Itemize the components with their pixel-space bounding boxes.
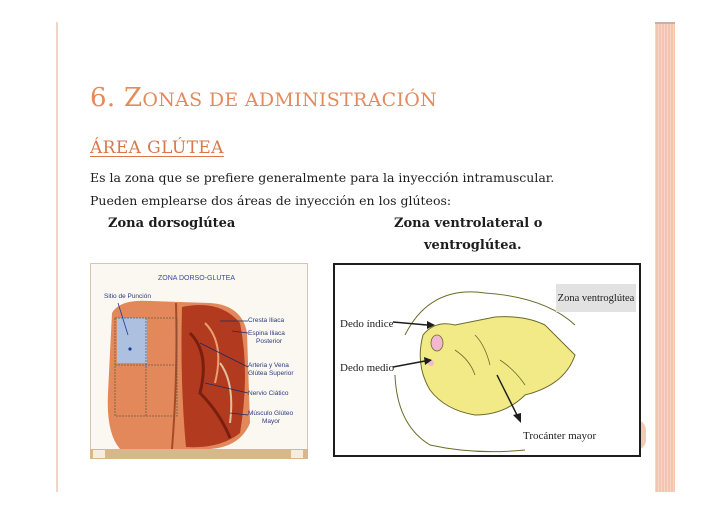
puncture-site-label: Sitio de Punción bbox=[104, 293, 151, 300]
ventrogluteal-header: Zona ventroglútea bbox=[556, 284, 636, 312]
right-band-top-line bbox=[655, 22, 675, 24]
musculo-gluteo-label-1: Músculo Glúteo bbox=[248, 410, 294, 417]
dedo-medio-label: Dedo medio bbox=[340, 362, 395, 374]
paragraph-1: Es la zona que se prefiere generalmente para la inyección intramuscular. bbox=[90, 170, 555, 185]
slide-title bbox=[90, 83, 437, 113]
arteria-vena-label-2: Glútea Superior bbox=[248, 370, 294, 377]
left-decorative-rule bbox=[56, 22, 58, 492]
zone-ventrolateral-label-line1: Zona ventrolateral o bbox=[394, 216, 543, 231]
paragraph-2: Pueden emplearse dos áreas de inyección en los glúteos: bbox=[90, 193, 452, 208]
cresta-iliaca-label: Cresta Iliaca bbox=[248, 317, 285, 324]
title-number: 6. Z bbox=[90, 83, 143, 113]
trocanter-mayor-label: Trocánter mayor bbox=[523, 430, 597, 442]
arteria-vena-label-1: Arteria y Vena bbox=[248, 362, 289, 369]
dorsogluteal-title: ZONA DORSO-GLUTEA bbox=[158, 275, 236, 282]
nervio-ciatico-label: Nervio Ciático bbox=[248, 390, 289, 397]
right-decorative-band bbox=[655, 22, 675, 492]
zone-dorsogluteal-label: Zona dorsoglútea bbox=[108, 216, 236, 231]
dedo-indice-label: Dedo índice bbox=[340, 318, 394, 330]
title-rest: ONAS DE ADMINISTRACIÓN bbox=[142, 89, 438, 111]
espina-iliaca-label-1: Espina Iliaca bbox=[248, 330, 285, 337]
espina-iliaca-label-2: Posterior bbox=[256, 338, 283, 345]
musculo-gluteo-label-2: Mayor bbox=[262, 418, 281, 425]
zone-ventrolateral-label-line2: ventroglútea. bbox=[424, 238, 522, 253]
section-subtitle: ÁREA GLÚTEA bbox=[90, 138, 224, 158]
